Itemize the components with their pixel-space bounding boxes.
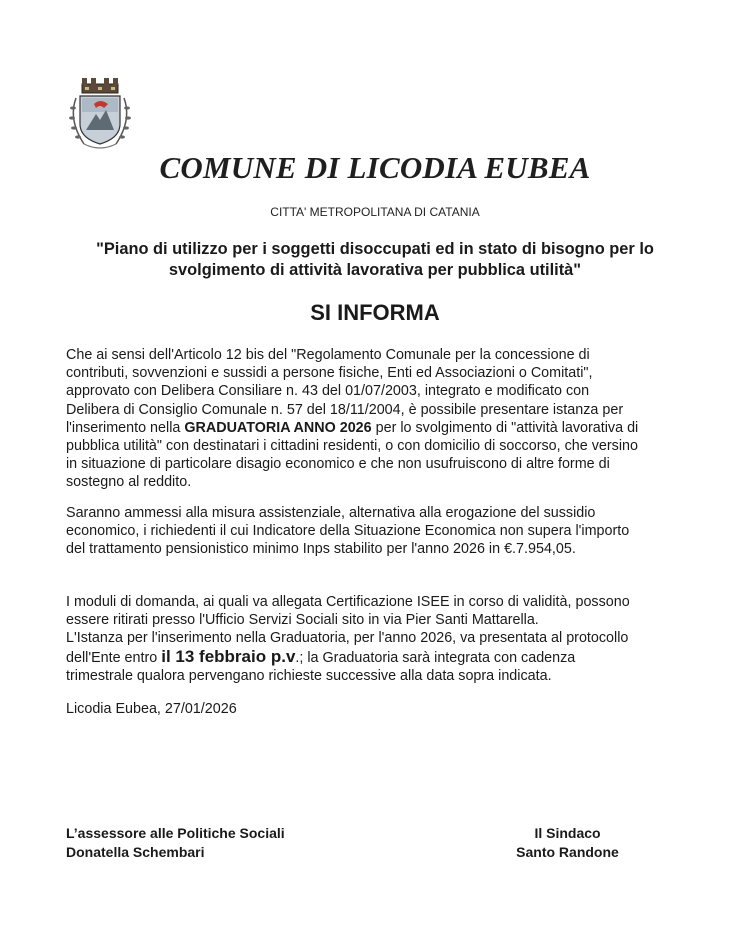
text-line: contributi, sovvenzioni e sussidi a persone fisiche, Enti ed Associazioni o Comitati",	[66, 365, 593, 382]
ranking-year-bold: GRADUATORIA ANNO 2026	[184, 419, 372, 436]
text-span: l'inserimento nella	[66, 419, 185, 436]
text-line: Che ai sensi dell'Articolo 12 bis del "Regolamento Comunale per la concessione di	[66, 347, 590, 363]
project-title-line: svolgimento di attività lavorativa per pubblica utilità"	[168, 261, 582, 279]
text-line: sostegno al reddito.	[66, 474, 192, 491]
paragraph-admission	[66, 504, 696, 559]
place-date: Licodia Eubea, 27/01/2026	[66, 701, 237, 717]
text-line: del trattamento pensionistico minimo Inps stabilito per l'anno 2026 in €.7.954,05.	[66, 541, 576, 558]
text-line: Delibera di Consiglio Comunale n. 57 del 18/11/2004, è possibile presentare istanza per	[66, 401, 624, 418]
mayor-name: Santo Randone	[516, 844, 619, 860]
text-line: in situazione di particolare disagio economico e che non usufruiscono di altre forme di	[66, 456, 610, 473]
paragraph-application	[66, 593, 696, 685]
project-title	[60, 239, 690, 281]
text-line	[66, 648, 696, 667]
text-span: dell'Ente entro	[66, 649, 162, 666]
project-title-line: "Piano di utilizzo per i soggetti disoccupati ed in stato di bisogno per lo	[96, 240, 654, 258]
text-line: L'Istanza per l'inserimento nella Graduatoria, per l'anno 2026, va presentata al protocollo	[66, 630, 629, 647]
text-span: .; la Graduatoria sarà integrata con cadenza	[295, 649, 576, 666]
text-line: pubblica utilità" con destinatari i cittadini residenti, o con domicilio di soccorso, che versino	[66, 438, 638, 455]
paragraph-eligibility	[66, 346, 696, 492]
text-line: essere ritirati presso l'Ufficio Servizi Sociali sito in via Pier Santi Mattarella.	[66, 612, 539, 629]
notice-heading: SI INFORMA	[310, 300, 440, 325]
signature-mayor	[500, 824, 635, 862]
assessor-name: Donatella Schembari	[66, 844, 205, 860]
municipality-title: COMUNE DI LICODIA EUBEA	[159, 150, 591, 185]
text-line: trimestrale qualora pervengano richieste successive alla data sopra indicata.	[66, 667, 552, 684]
assessor-role: L’assessore alle Politiche Sociali	[66, 825, 285, 841]
deadline-bold: il 13 febbraio p.v	[161, 646, 296, 666]
text-line: economico, i richiedenti il cui Indicatore della Situazione Economica non supera l'importo	[66, 523, 630, 540]
mayor-role: Il Sindaco	[534, 825, 601, 841]
text-line: Saranno ammessi alla misura assistenziale, alternativa alla erogazione del sussidio	[66, 505, 596, 521]
text-line: approvato con Delibera Consiliare n. 43 del 01/07/2003, integrato e modificato con	[66, 383, 590, 400]
metropolitan-city-subtitle: CITTA' METROPOLITANA DI CATANIA	[270, 205, 480, 219]
text-span: per lo svolgimento di "attività lavorativa di	[371, 419, 639, 436]
coat-of-arms-icon	[66, 74, 134, 152]
signature-assessor	[66, 824, 285, 862]
text-line	[66, 419, 696, 437]
text-line: I moduli di domanda, ai quali va allegata Certificazione ISEE in corso di validità, possono	[66, 594, 630, 610]
